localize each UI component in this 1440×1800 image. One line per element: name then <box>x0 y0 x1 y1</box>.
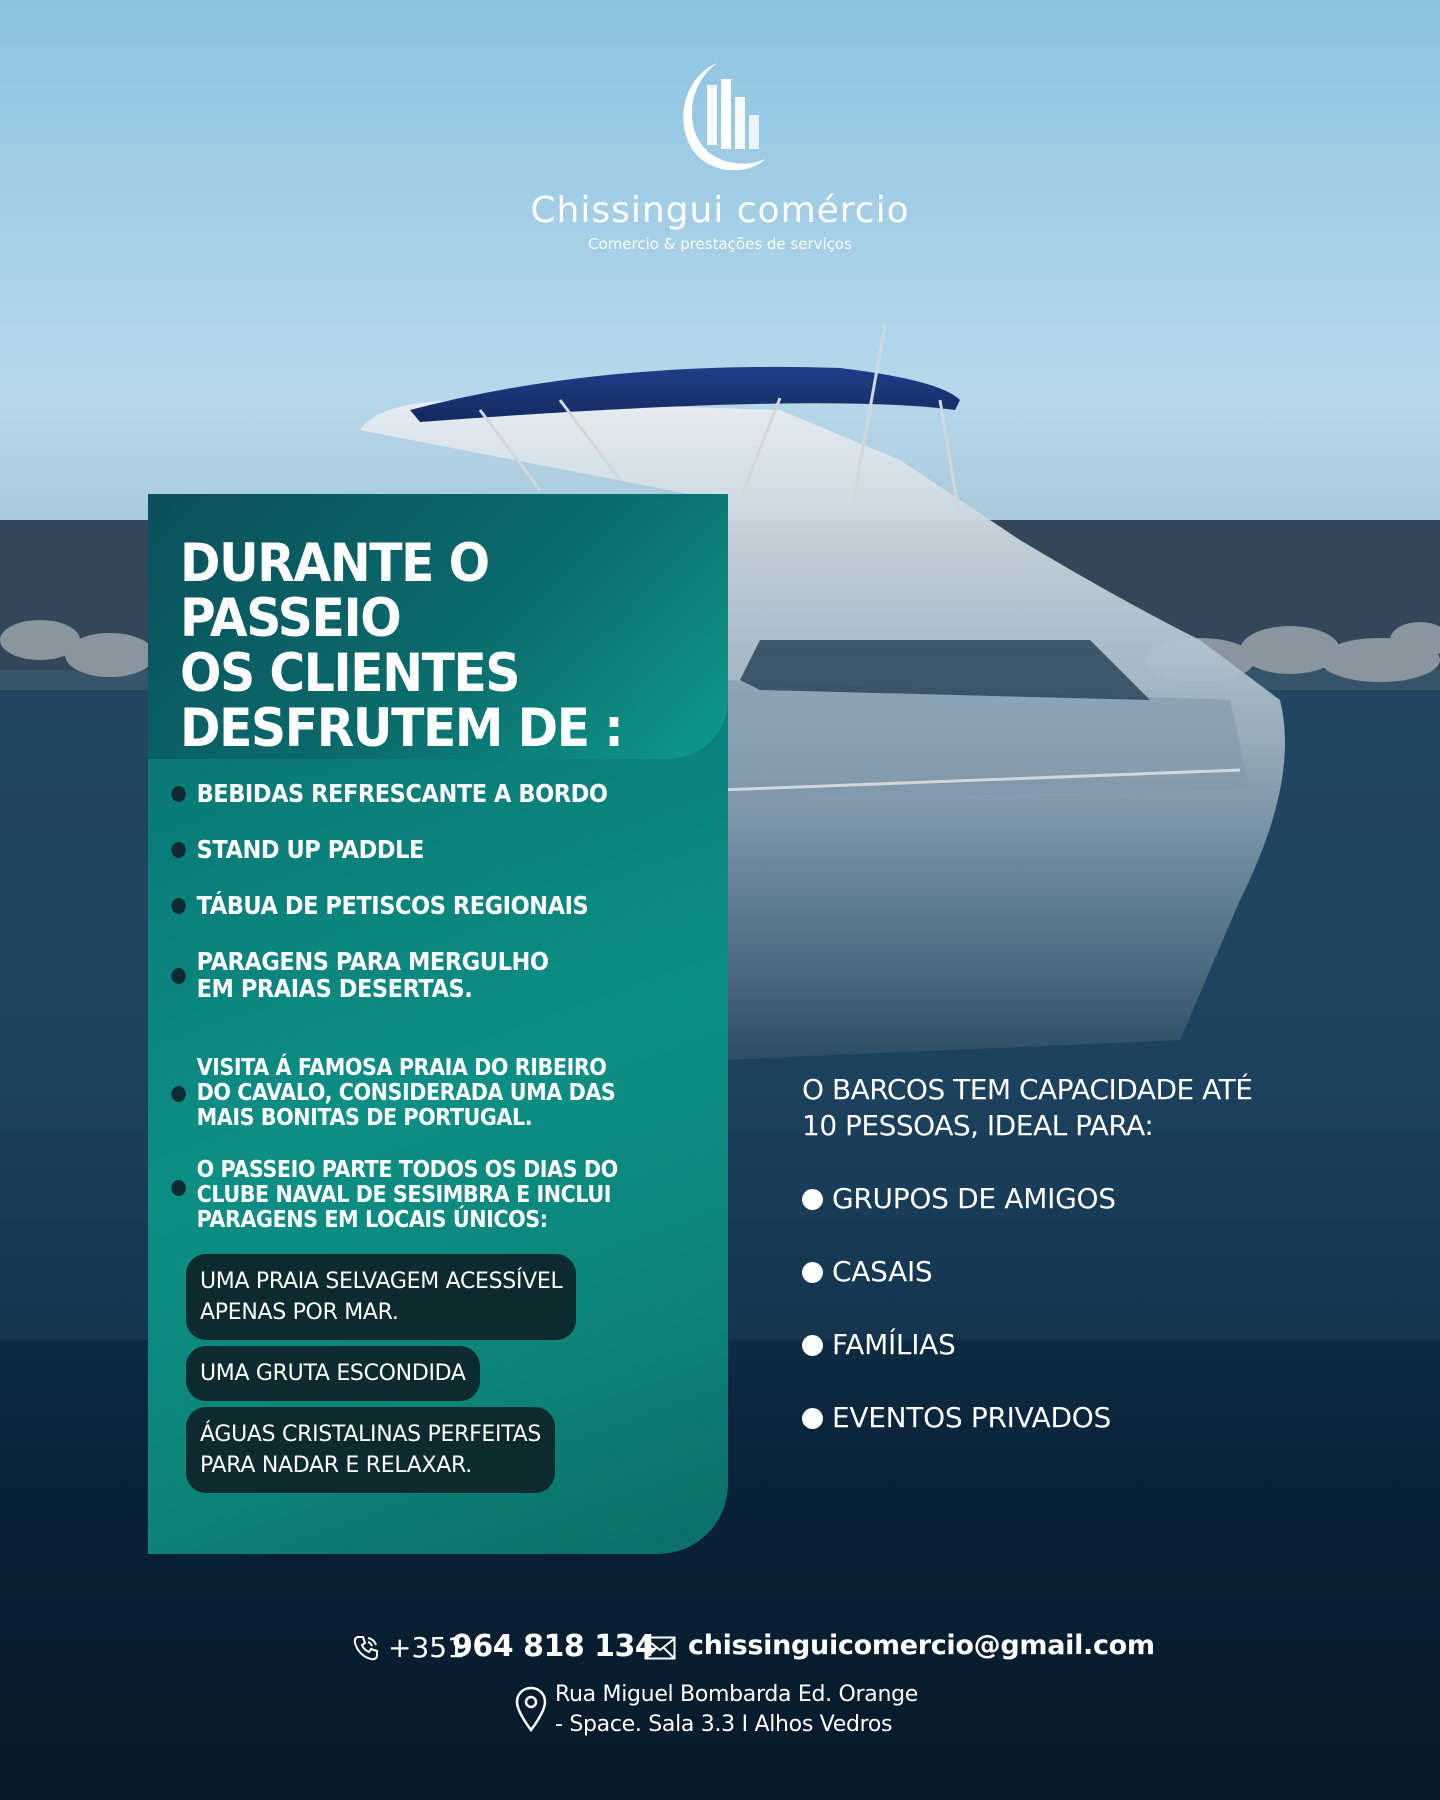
bullet-dot <box>802 1189 823 1210</box>
highlight-text-line: UMA PRAIA SELVAGEM ACESSÍVEL <box>200 1269 563 1294</box>
highlight-pill <box>186 1407 555 1493</box>
bullet-text-line: PARAGENS PARA MERGULHO <box>196 947 549 976</box>
bullet-text-line: DO CAVALO, CONSIDERADA UMA DAS <box>196 1080 616 1106</box>
bullet-dot <box>802 1262 823 1283</box>
bullet-item <box>175 1056 615 1131</box>
highlight-text-line: PARA NADAR E RELAXAR. <box>200 1453 472 1478</box>
headline-line: OS CLIENTES <box>180 643 520 704</box>
address-block <box>515 1680 1015 1740</box>
address-line: Rua Miguel Bombarda Ed. Orange <box>555 1682 919 1707</box>
bullet-text: BEBIDAS REFRESCANTE A BORDO <box>196 779 608 808</box>
location-pin-icon <box>515 1686 547 1732</box>
capacity-text-line: O BARCOS TEM CAPACIDADE ATÉ <box>802 1073 1253 1106</box>
bullet-dot <box>171 1180 185 1196</box>
highlight-text-line: APENAS POR MAR. <box>200 1300 399 1325</box>
bullet-dot <box>171 786 185 802</box>
bullet-text-line: VISITA Á FAMOSA PRAIA DO RIBEIRO <box>196 1055 607 1081</box>
bullet-text-line: PARAGENS EM LOCAIS ÚNICOS: <box>196 1207 548 1233</box>
audience-item <box>802 1180 1362 1217</box>
phone-number[interactable]: 964 818 134 <box>452 1629 656 1664</box>
brand-name: Chissingui comércio <box>530 190 910 231</box>
address-line: - Space. Sala 3.3 I Alhos Vedros <box>555 1712 893 1737</box>
bullet-dot <box>171 842 185 858</box>
contact-row <box>0 1627 1440 1677</box>
bullet-item <box>175 892 588 919</box>
audience-item <box>802 1399 1362 1436</box>
bullet-dot <box>802 1335 823 1356</box>
panel-header <box>148 494 728 759</box>
highlight-text-line: UMA GRUTA ESCONDIDA <box>200 1361 466 1386</box>
bullet-text-line: CLUBE NAVAL DE SESIMBRA E INCLUI <box>196 1182 612 1208</box>
capacity-section <box>802 1072 1362 1436</box>
audience-item <box>802 1326 1362 1363</box>
audience-label: GRUPOS DE AMIGOS <box>832 1182 1116 1215</box>
bullet-text: TÁBUA DE PETISCOS REGIONAIS <box>196 891 589 920</box>
bullet-dot <box>802 1408 823 1429</box>
email-address[interactable]: chissinguicomercio@gmail.com <box>688 1630 1155 1661</box>
bullet-dot <box>171 898 185 914</box>
headline <box>180 533 677 759</box>
audience-label: FAMÍLIAS <box>832 1328 956 1361</box>
activities-panel <box>148 494 728 1554</box>
brand-tagline: Comercio & prestações de serviços <box>588 235 852 253</box>
capacity-text-line: 10 PESSOAS, IDEAL PARA: <box>802 1109 1154 1142</box>
highlight-pill <box>186 1254 576 1340</box>
bullet-text-line: O PASSEIO PARTE TODOS OS DIAS DO <box>196 1157 618 1183</box>
bullet-item <box>175 1158 618 1233</box>
bullet-dot <box>171 968 185 984</box>
highlight-pill <box>186 1346 480 1401</box>
bullet-text: STAND UP PADDLE <box>196 835 424 864</box>
bullet-item <box>175 836 424 863</box>
headline-line: DESFRUTEM DE : <box>180 698 623 759</box>
crescent-building-logo-icon <box>665 55 775 180</box>
highlight-text-line: ÁGUAS CRISTALINAS PERFEITAS <box>200 1422 542 1447</box>
audience-label: EVENTOS PRIVADOS <box>832 1401 1111 1434</box>
bullet-item <box>175 780 608 807</box>
bullet-dot <box>171 1086 185 1102</box>
audience-label: CASAIS <box>832 1255 933 1288</box>
brand-logo <box>0 55 1440 253</box>
mail-icon <box>644 1636 676 1660</box>
headline-line: DURANTE O PASSEIO <box>180 533 489 649</box>
capacity-text <box>802 1072 1362 1144</box>
bullet-item <box>175 948 549 1002</box>
phone-prefix: +351 <box>388 1631 465 1664</box>
phone-icon <box>352 1634 380 1662</box>
bullet-text-line: MAIS BONITAS DE PORTUGAL. <box>196 1105 533 1131</box>
bullet-text-line: EM PRAIAS DESERTAS. <box>196 974 473 1003</box>
audience-item <box>802 1253 1362 1290</box>
